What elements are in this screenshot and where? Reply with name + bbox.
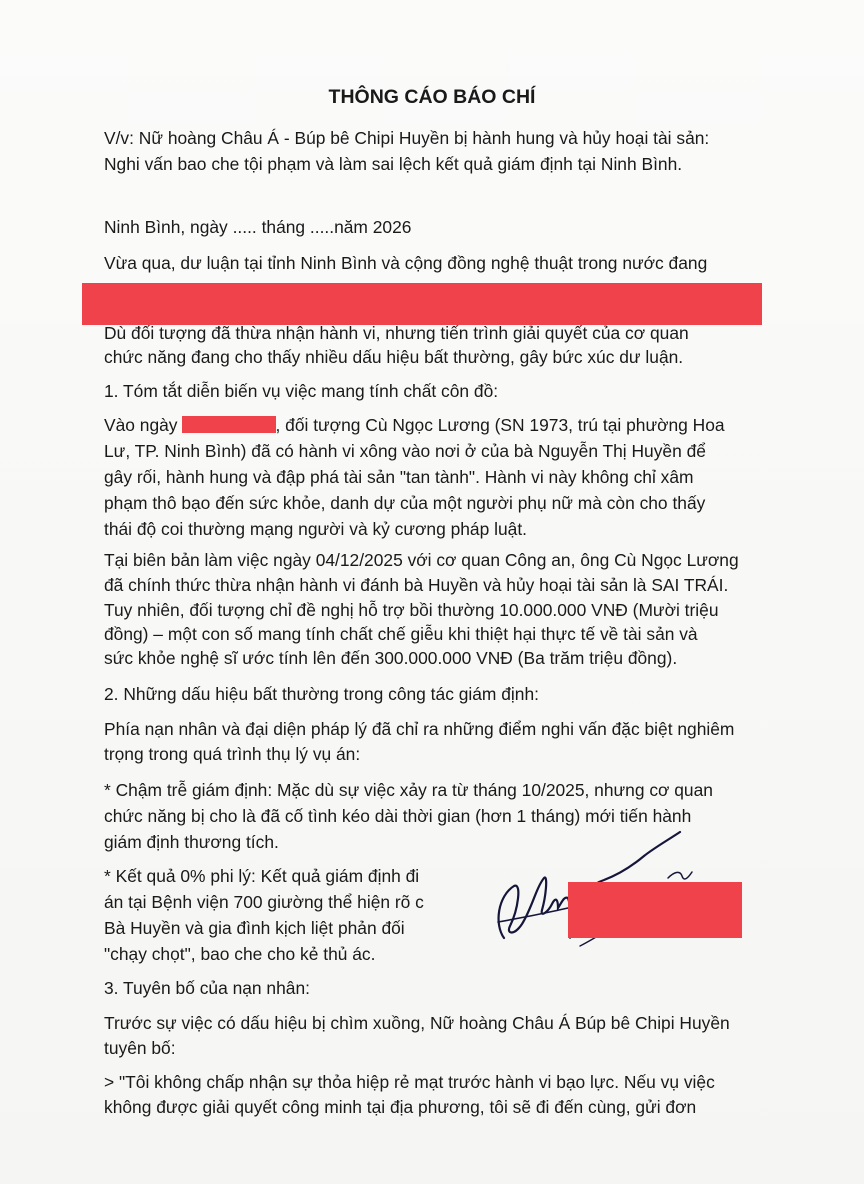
body-line: trọng trong quá trình thụ lý vụ án: bbox=[104, 744, 361, 764]
body-line: tuyên bố: bbox=[104, 1038, 176, 1058]
body-line: án tại Bệnh viện 700 giường thể hiện rõ c bbox=[104, 892, 424, 912]
date-prefix: Vào ngày bbox=[104, 415, 178, 435]
body-line: Bà Huyền và gia đình kịch liệt phản đối bbox=[104, 918, 405, 938]
body-line: giám định thương tích. bbox=[104, 832, 279, 852]
section-heading-2: 2. Những dấu hiệu bất thường trong công tác giám định: bbox=[104, 684, 539, 704]
body-line: thái độ coi thường mạng người và kỷ cương pháp luật. bbox=[104, 519, 527, 539]
date-line: Ninh Bình, ngày ..... tháng .....năm 2026 bbox=[104, 217, 412, 237]
body-line bbox=[104, 411, 780, 439]
body-line: sức khỏe nghệ sĩ ước tính lên đến 300.000.000 VNĐ (Ba trăm triệu đồng). bbox=[104, 648, 678, 668]
body-line: Tại biên bản làm việc ngày 04/12/2025 với cơ quan Công an, ông Cù Ngọc Lương bbox=[104, 550, 739, 570]
body-line: "chạy chọt", bao che cho kẻ thủ ác. bbox=[104, 944, 376, 964]
body-line: Tuy nhiên, đối tượng chỉ đề nghị hỗ trợ bồi thường 10.000.000 VNĐ (Mười triệu bbox=[104, 600, 719, 620]
subject-line-1: V/v: Nữ hoàng Châu Á - Búp bê Chipi Huyền bị hành hung và hủy hoại tài sản: bbox=[104, 128, 710, 148]
body-line: Lư, TP. Ninh Bình) đã có hành vi xông vào nơi ở của bà Nguyễn Thị Huyền để bbox=[104, 441, 706, 461]
document-title: THÔNG CÁO BÁO CHÍ bbox=[328, 86, 536, 108]
section-heading-3: 3. Tuyên bố của nạn nhân: bbox=[104, 978, 310, 998]
body-line: Vừa qua, dư luận tại tỉnh Ninh Bình và cộng đồng nghệ thuật trong nước đang bbox=[104, 253, 708, 273]
signature-initials bbox=[668, 872, 692, 879]
body-line: chức năng bị cho là đã cố tình kéo dài thời gian (hơn 1 tháng) mới tiến hành bbox=[104, 806, 692, 826]
body-line: chức năng đang cho thấy nhiều dấu hiệu bất thường, gây bức xúc dư luận. bbox=[104, 347, 684, 367]
quote-line: không được giải quyết công minh tại địa phương, tôi sẽ đi đến cùng, gửi đơn bbox=[104, 1097, 697, 1117]
redacted-date bbox=[182, 416, 276, 433]
signature-redaction bbox=[568, 882, 742, 938]
body-line: * Kết quả 0% phi lý: Kết quả giám định đi bbox=[104, 866, 420, 886]
body-line: Phía nạn nhân và đại diện pháp lý đã chỉ ra những điểm nghi vấn đặc biệt nghiêm bbox=[104, 719, 735, 739]
body-line: Trước sự việc có dấu hiệu bị chìm xuồng, Nữ hoàng Châu Á Búp bê Chipi Huyền bbox=[104, 1013, 730, 1033]
quote-line: > "Tôi không chấp nhận sự thỏa hiệp rẻ mạt trước hành vi bạo lực. Nếu vụ việc bbox=[104, 1072, 715, 1092]
date-suffix: , đối tượng Cù Ngọc Lương (SN 1973, trú tại phường Hoa bbox=[275, 415, 725, 435]
body-line: gây rối, hành hung và đập phá tài sản "tan tành". Hành vi này không chỉ xâm bbox=[104, 467, 694, 487]
subject-line-2: Nghi vấn bao che tội phạm và làm sai lệch kết quả giám định tại Ninh Bình. bbox=[104, 154, 683, 174]
body-line: Dù đối tượng đã thừa nhận hành vi, nhưng tiến trình giải quyết của cơ quan bbox=[104, 323, 689, 343]
body-line: phạm thô bạo đến sức khỏe, danh dự của một người phụ nữ mà còn cho thấy bbox=[104, 493, 706, 513]
body-line: đồng) – một con số mang tính chất chế giễu khi thiệt hại thực tế về tài sản và bbox=[104, 624, 698, 644]
body-line: * Chậm trễ giám định: Mặc dù sự việc xảy ra từ tháng 10/2025, nhưng cơ quan bbox=[104, 780, 713, 800]
body-line: đã chính thức thừa nhận hành vi đánh bà Huyền và hủy hoại tài sản là SAI TRÁI. bbox=[104, 575, 729, 595]
section-heading-1: 1. Tóm tắt diễn biến vụ việc mang tính chất côn đồ: bbox=[104, 381, 499, 401]
